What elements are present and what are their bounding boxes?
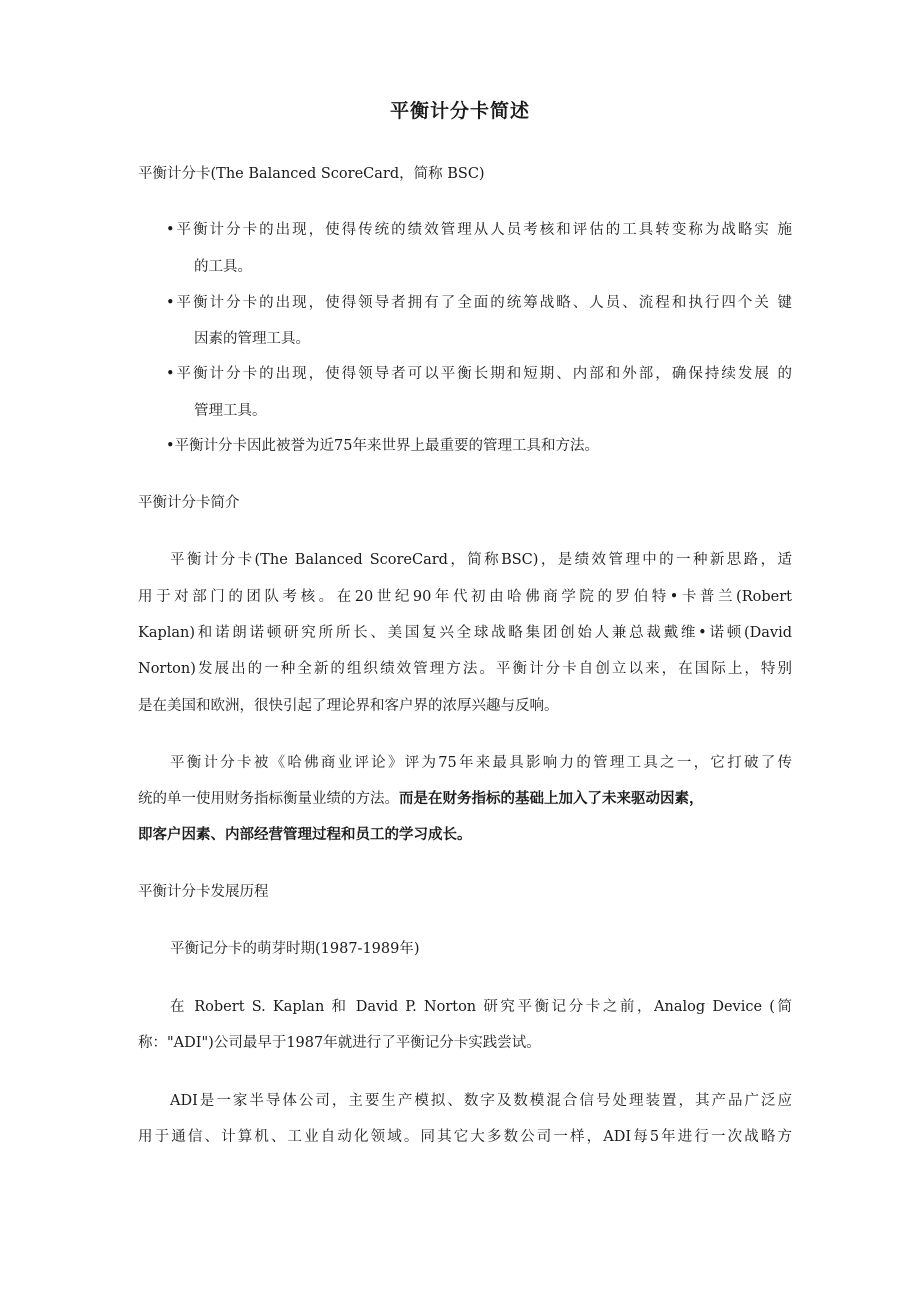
document-title: 平衡计分卡简述 [389, 100, 530, 122]
para3-line-1: 在 Robert S. Kaplan 和 David P. Norton 研究平衡记分卡之前，Analog Device (简 [170, 999, 792, 1015]
subheading-period: 平衡记分卡的萌芽时期(1987-1989年) [170, 941, 420, 957]
para1-line-1: 平衡计分卡(The Balanced ScoreCard，简称BSC)，是绩效管理中的一种新思路，适 [170, 552, 792, 568]
para4-line-2: 用于通信、计算机、工业自动化领域。同其它大多数公司一样，ADI每5年进行一次战略方 [138, 1129, 792, 1145]
section-heading-intro: 平衡计分卡简介 [138, 495, 240, 511]
section-heading-history: 平衡计分卡发展历程 [138, 884, 269, 900]
bullet-2-line-1: •平衡计分卡的出现，使得领导者拥有了全面的统筹战略、人员、流程和执行四个关 键 [166, 295, 792, 311]
para1-line-2: 用于对部门的团队考核。在20世纪90年代初由哈佛商学院的罗伯特•卡普兰(Robert [138, 589, 792, 605]
para2-line-2-normal: 统的单一使用财务指标衡量业绩的方法。 [138, 791, 399, 807]
para1-line-4: Norton)发展出的一种全新的组织绩效管理方法。平衡计分卡自创立以来，在国际上，特别 [138, 661, 792, 677]
bullet-3-line-1: •平衡计分卡的出现，使得领导者可以平衡长期和短期、内部和外部，确保持续发展 的 [166, 366, 792, 382]
para3-line-2: 称："ADI")公司最早于1987年就进行了平衡记分卡实践尝试。 [138, 1035, 541, 1051]
para1-line-5: 是在美国和欧洲，很快引起了理论界和客户界的浓厚兴趣与反响。 [138, 698, 559, 714]
para2-line-2 [138, 789, 792, 809]
bullet-2-line-2: 因素的管理工具。 [194, 331, 310, 347]
bullet-4-line-1: •平衡计分卡因此被誉为近75年来世界上最重要的管理工具和方法。 [166, 438, 600, 454]
bullet-1-line-1: •平衡计分卡的出现，使得传统的绩效管理从人员考核和评估的工具转变称为战略实 施 [166, 222, 792, 238]
intro-line: 平衡计分卡(The Balanced ScoreCard，简称 BSC) [138, 166, 485, 182]
para1-line-3: Kaplan)和诺朗诺顿研究所所长、美国复兴全球战略集团创始人兼总裁戴维•诺顿(David [138, 625, 792, 641]
para4-line-1: ADI是一家半导体公司，主要生产模拟、数字及数模混合信号处理装置，其产品广泛应 [170, 1093, 792, 1109]
para2-line-1: 平衡计分卡被《哈佛商业评论》评为75年来最具影响力的管理工具之一，它打破了传 [170, 755, 792, 771]
para2-line-2-bold: 而是在财务指标的基础上加入了未来驱动因素， [399, 791, 704, 807]
para2-line-3-bold: 即客户因素、内部经营管理过程和员工的学习成长。 [138, 827, 472, 843]
bullet-3-line-2: 管理工具。 [194, 403, 267, 419]
bullet-1-line-2: 的工具。 [194, 259, 252, 275]
